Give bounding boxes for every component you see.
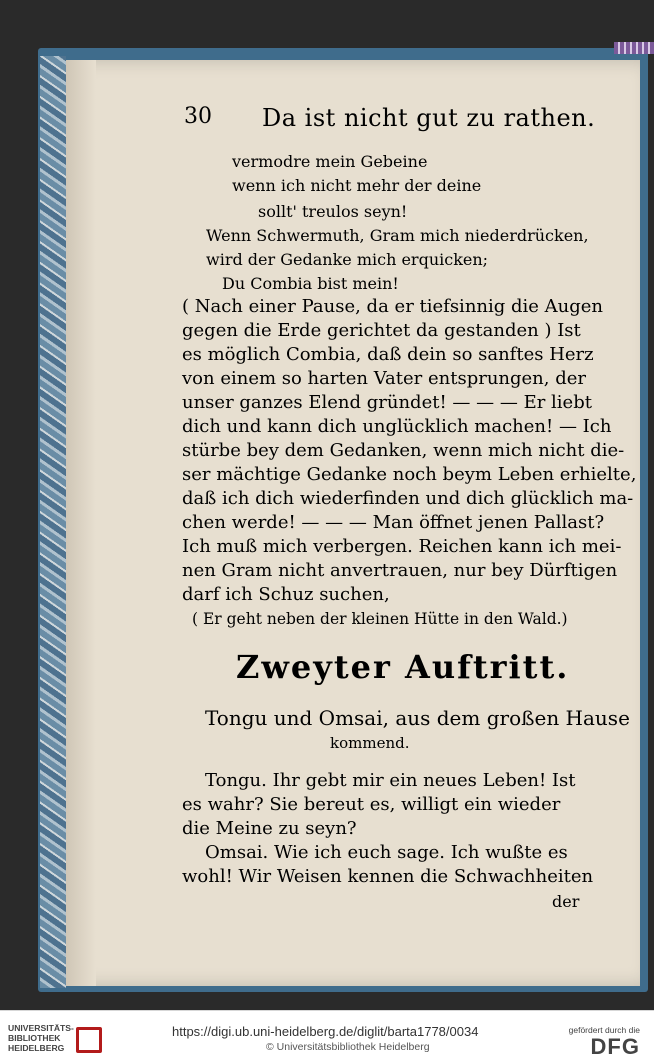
prose-line: darf ich Schuz suchen, xyxy=(182,584,390,605)
page-url-link[interactable]: https://digi.ub.uni-heidelberg.de/diglit/barta1778/0034 xyxy=(172,1024,479,1039)
prose-line: ( Nach einer Pause, da er tiefsinnig die Augen xyxy=(182,296,604,317)
dialogue-line: wohl! Wir Weisen kennen die Schwachheiten xyxy=(182,866,594,887)
library-name-line: HEIDELBERG xyxy=(8,1043,65,1053)
scene-heading: Zweyter Auftritt. xyxy=(236,648,570,686)
poem-line: Wenn Schwermuth, Gram mich niederdrücken, xyxy=(206,226,589,245)
ub-mark-icon xyxy=(76,1027,102,1053)
prose-line: von einem so harten Vater entsprungen, der xyxy=(182,368,586,389)
library-name-line: BIBLIOTHEK xyxy=(8,1033,61,1043)
poem-line: wenn ich nicht mehr der deine xyxy=(232,176,482,195)
page-gutter xyxy=(66,60,96,986)
viewer-footer xyxy=(0,1010,654,1059)
stage-direction: ( Er geht neben der kleinen Hütte in den Wald.) xyxy=(192,610,568,628)
copyright-text: © Universitätsbibliothek Heidelberg xyxy=(266,1041,430,1053)
poem-line: wird der Gedanke mich erquicken; xyxy=(206,250,489,269)
prose-line: es möglich Combia, daß dein so sanftes Herz xyxy=(182,344,594,365)
dialogue-line: es wahr? Sie bereut es, willigt ein wieder xyxy=(182,794,561,815)
dialogue-line: Tongu. Ihr gebt mir ein neues Leben! Ist xyxy=(205,770,576,791)
prose-line: stürbe bey dem Gedanken, wenn mich nicht die- xyxy=(182,440,625,461)
dialogue-line: die Meine zu seyn? xyxy=(182,818,357,839)
prose-line: Ich muß mich verbergen. Reichen kann ich mei- xyxy=(182,536,622,557)
speakers-text: Tongu und Omsai, aus dem großen Hause xyxy=(205,706,630,730)
running-head: Da ist nicht gut zu rathen. xyxy=(262,104,596,132)
marbled-edge xyxy=(40,56,66,988)
prose-line: daß ich dich wiederfinden und dich glücklich ma- xyxy=(182,488,634,509)
ub-heidelberg-logo[interactable] xyxy=(8,1023,100,1055)
page-number: 30 xyxy=(184,104,212,129)
prose-line: unser ganzes Elend gründet! — — — Er liebt xyxy=(182,392,592,413)
bookmark-tab xyxy=(614,42,654,54)
speakers-line-2: kommend. xyxy=(330,734,410,752)
dfg-funded-text: gefördert durch die xyxy=(568,1025,640,1035)
catchword: der xyxy=(552,892,580,911)
speakers-line xyxy=(205,706,630,730)
dfg-text: DFG xyxy=(590,1034,640,1059)
prose-line: nen Gram nicht anvertrauen, nur bey Dürftigen xyxy=(182,560,618,581)
poem-line: sollt' treulos seyn! xyxy=(258,202,408,221)
dfg-logo[interactable] xyxy=(560,1025,640,1059)
prose-line: chen werde! — — — Man öffnet jenen Pallast? xyxy=(182,512,605,533)
dialogue-line: Omsai. Wie ich euch sage. Ich wußte es xyxy=(205,842,568,863)
prose-line: dich und kann dich unglücklich machen! — Ich xyxy=(182,416,612,437)
prose-line: gegen die Erde gerichtet da gestanden ) Ist xyxy=(182,320,581,341)
prose-line: ser mächtige Gedanke noch beym Leben erhielte, xyxy=(182,464,637,485)
poem-line: Du Combia bist mein! xyxy=(222,274,399,293)
poem-line: vermodre mein Gebeine xyxy=(232,152,428,171)
library-name-line: UNIVERSITÄTS- xyxy=(8,1023,74,1033)
